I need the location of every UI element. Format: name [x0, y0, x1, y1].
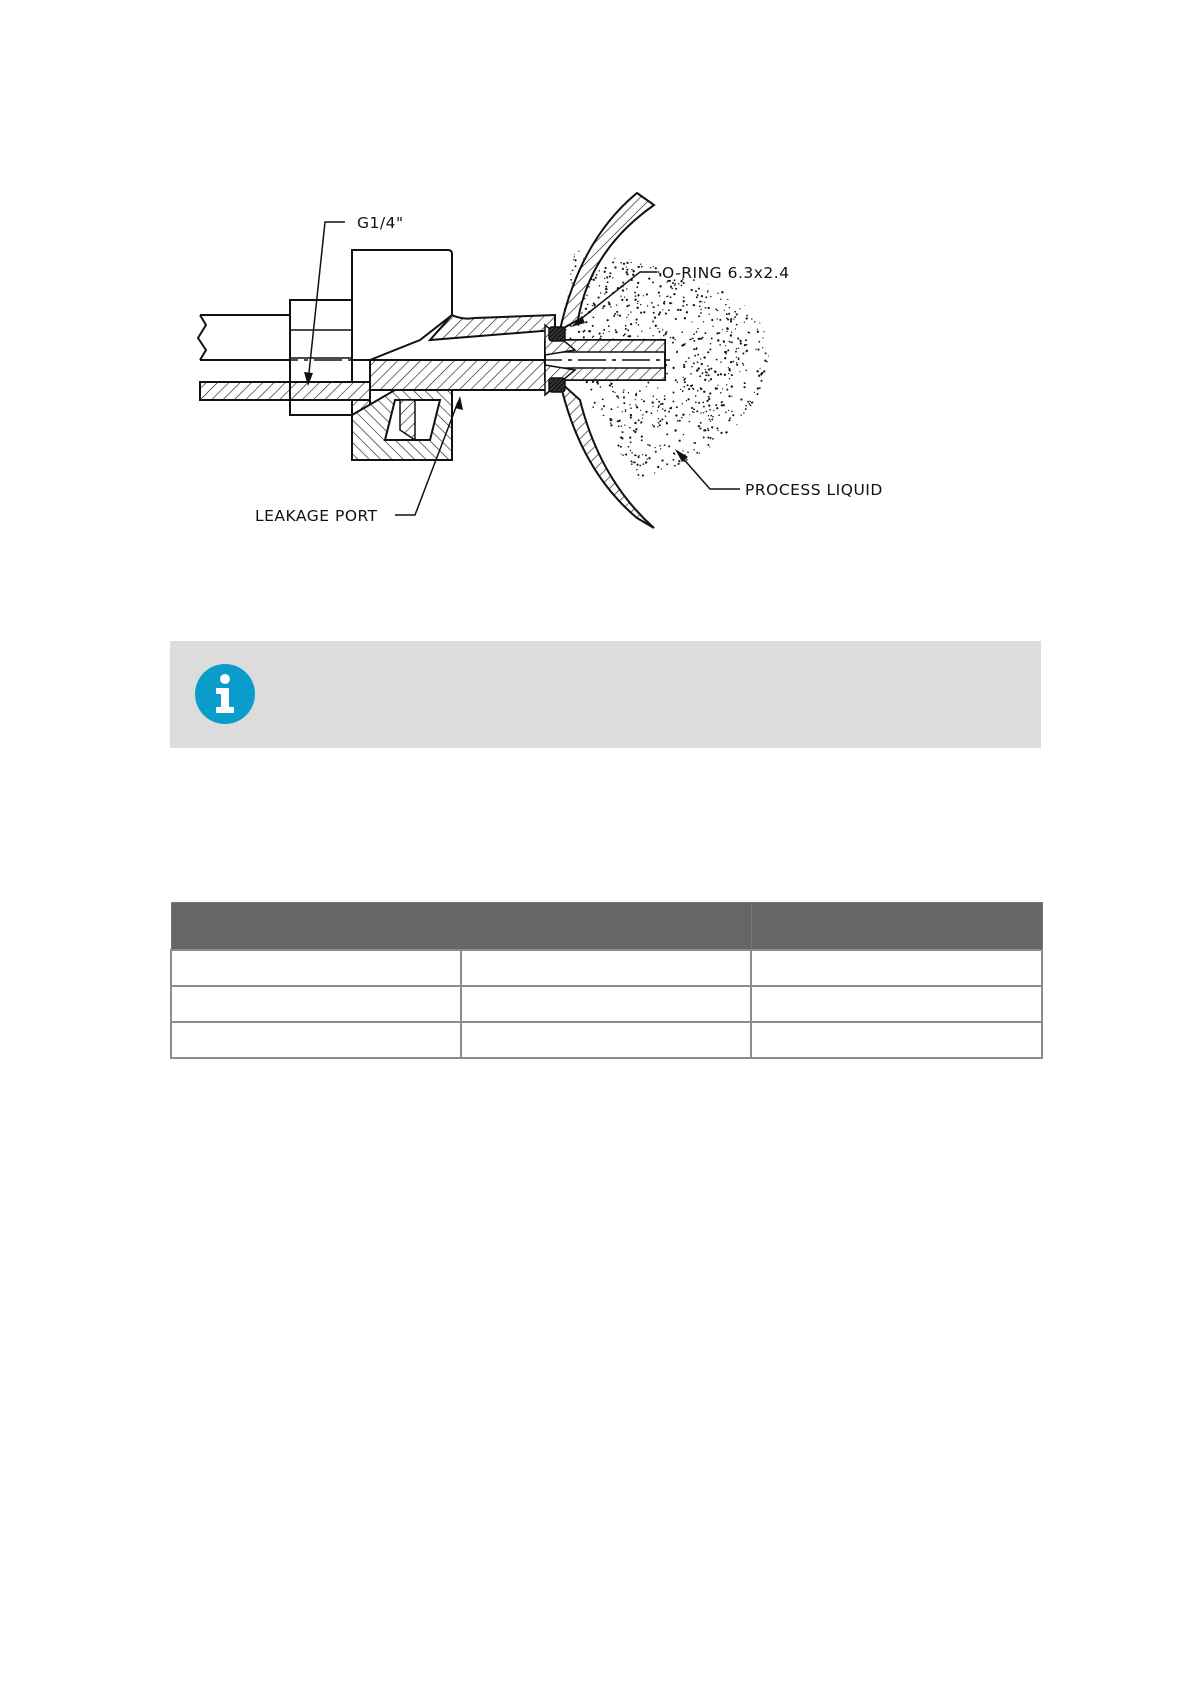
table-cell: [171, 950, 461, 986]
table-cell: [461, 1022, 751, 1058]
table-cell: [461, 950, 751, 986]
table-cell: [751, 1022, 1042, 1058]
pipe-break: [198, 315, 206, 360]
table-header-cell: [751, 903, 1042, 950]
table-cell: [171, 1022, 461, 1058]
table-header-row: [171, 903, 1042, 950]
label-process-liquid: PROCESS LIQUID: [745, 481, 883, 499]
table-cell: [171, 986, 461, 1022]
info-icon: [194, 663, 256, 725]
table-row: [171, 950, 1042, 986]
table-cell: [751, 950, 1042, 986]
table-row: [171, 986, 1042, 1022]
info-note: [170, 641, 1041, 748]
table-header-cell: [171, 903, 751, 950]
label-thread: G1/4": [357, 214, 404, 232]
vessel-wall: [560, 193, 654, 330]
spec-table: [170, 902, 1043, 1059]
table-cell: [751, 986, 1042, 1022]
oring-upper: [549, 327, 565, 341]
flange-body: [352, 250, 452, 360]
table-row: [171, 1022, 1042, 1058]
label-oring: O-RING 6.3x2.4: [662, 264, 790, 282]
oring-lower: [549, 378, 565, 392]
label-leakage-port: LEAKAGE PORT: [255, 507, 378, 525]
installation-cross-section-drawing: [0, 0, 1191, 560]
table-cell: [461, 986, 751, 1022]
